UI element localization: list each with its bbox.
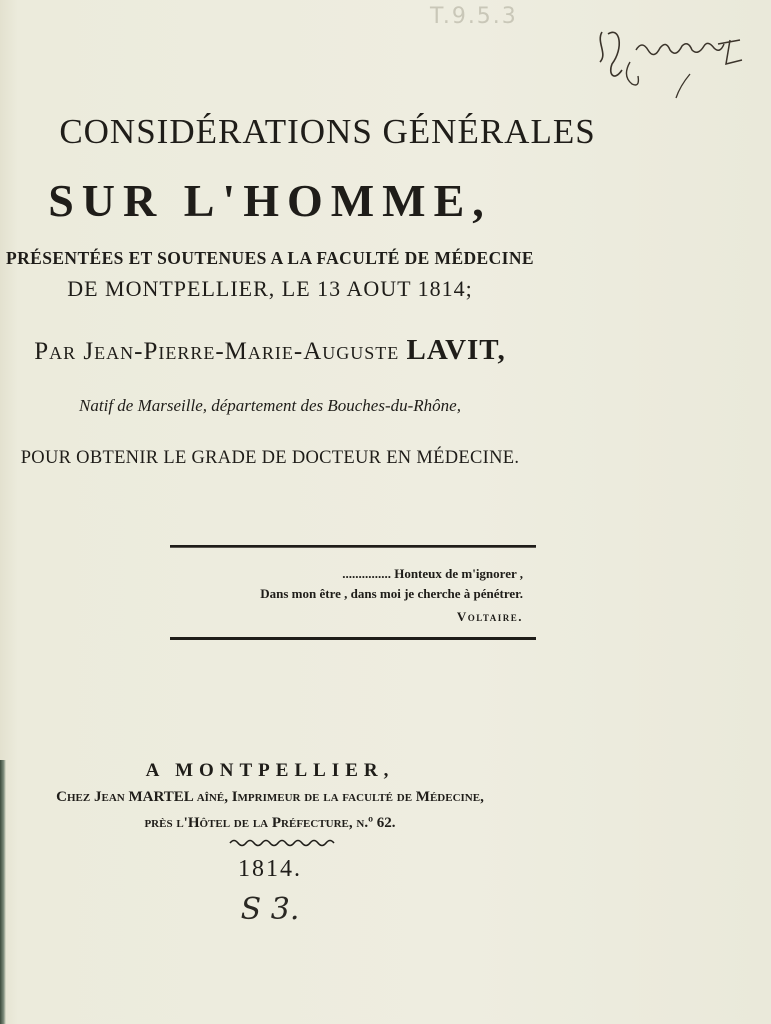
degree-purpose: POUR OBTENIR LE GRADE DE DOCTEUR EN MÉDECINE.: [20, 448, 520, 468]
author-surname: LAVIT,: [406, 334, 506, 366]
imprint-year: 1814.: [238, 856, 302, 882]
epigraph-line-2: Dans mon être , dans moi je cherche à pénétrer.: [260, 586, 523, 601]
subtitle-line-2: DE MONTPELLIER, LE 13 AOUT 1814;: [67, 276, 473, 301]
epigraph-top-rule: [170, 545, 536, 548]
title-line-2: SUR L'HOMME,: [48, 175, 492, 226]
imprint-address: près l'Hôtel de la Préfecture, n.º 62.: [144, 815, 396, 831]
epigraph-attribution: Voltaire.: [456, 609, 523, 624]
epigraph-bottom-rule: [170, 637, 536, 640]
author-prefix: Par Jean-Pierre-Marie-Auguste: [34, 338, 400, 365]
subtitle-line-1: PRÉSENTÉES ET SOUTENUES A LA FACULTÉ DE MÉDECINE: [6, 248, 534, 268]
title-line-1: CONSIDÉRATIONS GÉNÉRALES: [59, 112, 596, 151]
author-origin: Natif de Marseille, département des Bouches-du-Rhône,: [79, 396, 461, 415]
imprint-printer: Chez Jean MARTEL aîné, Imprimeur de la faculté de Médecine,: [56, 789, 484, 805]
faint-shelfmark: T.9.5.3: [430, 4, 518, 29]
handwritten-number: S 3.: [240, 892, 300, 927]
decorative-squiggle: [228, 838, 338, 848]
imprint-city: A MONTPELLIER,: [145, 760, 395, 781]
epigraph-line-1: ............... Honteux de m'ignorer ,: [342, 566, 523, 581]
author-line: [0, 334, 540, 367]
handwritten-signature: [590, 14, 768, 106]
